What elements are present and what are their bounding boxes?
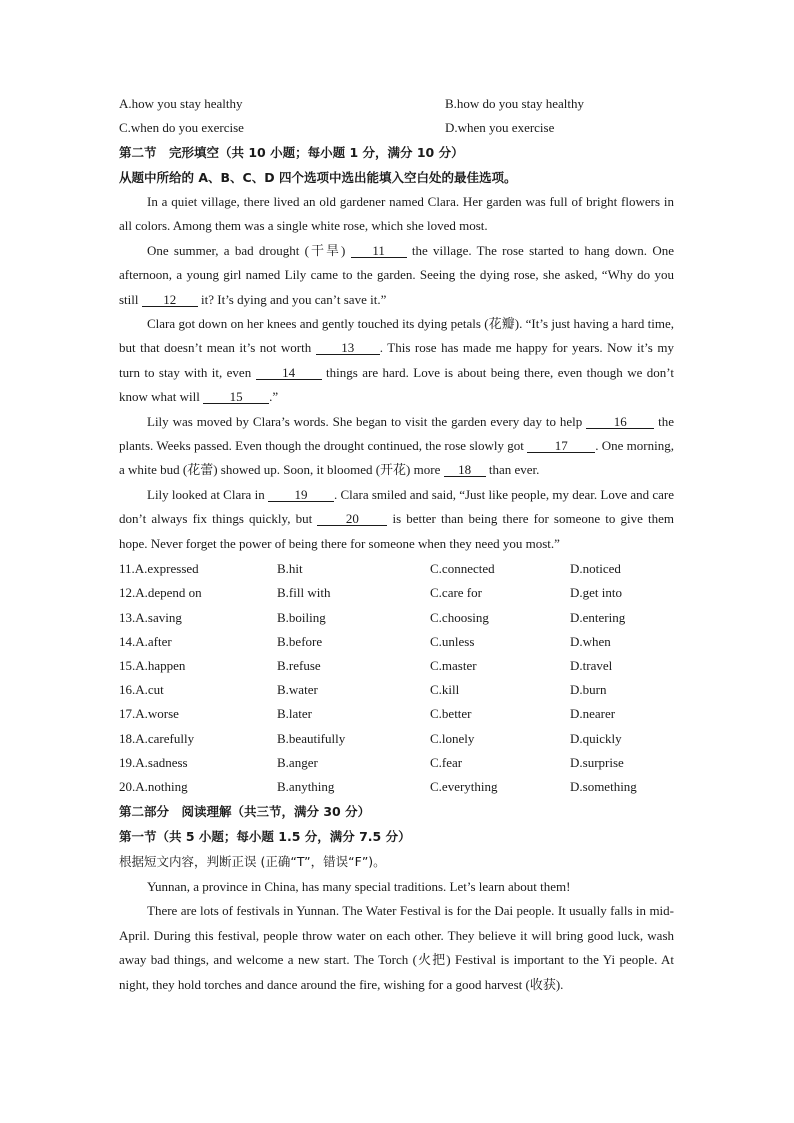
- options-row-18: [119, 726, 674, 750]
- option-c: C.fear: [430, 754, 463, 770]
- options-row-12: [119, 581, 674, 605]
- blank-16: 16: [586, 415, 654, 429]
- option-c: C.kill: [430, 682, 460, 698]
- cloze-paragraph-4: [119, 410, 674, 483]
- part2-title: 第二部分 阅读理解（共三节，满分 30 分）: [119, 803, 371, 819]
- exam-page: [119, 92, 674, 997]
- cloze-text: is better than being there for someone to give them hope. Never forget the power of being there for someone when they need you most.”: [119, 511, 674, 551]
- cloze-text: One summer, a bad drought (干旱): [147, 242, 351, 258]
- cloze-text: Lily was moved by Clara’s words. She began to visit the garden every day to help: [147, 413, 587, 429]
- option-c: C.master: [430, 657, 477, 673]
- options-row-17: [119, 702, 674, 726]
- option-c: C.care for: [430, 585, 482, 601]
- cloze-options-table: [119, 557, 674, 799]
- option-d: D.burn: [570, 682, 607, 698]
- blank-19: 19: [268, 488, 334, 502]
- options-row-14: [119, 630, 674, 654]
- option-d: D.nearer: [570, 706, 616, 722]
- part2-section1-title: 第一节（共 5 小题；每小题 1.5 分，满分 7.5 分）: [119, 828, 411, 844]
- cloze-text: In a quiet village, there lived an old gardener named Clara. Her garden was full of bright flowers in all colors. Among them was a single white rose, which she loved most.: [119, 194, 674, 234]
- cloze-paragraph-3: [119, 312, 674, 410]
- option-c: C.everything: [430, 778, 498, 794]
- option-a: 15.A.happen: [119, 657, 186, 673]
- cloze-text: the village. The rose started to hang down. One afternoon, a young girl named Lily came to the garden. Seeing the dying rose, she asked, “Why do you still: [119, 242, 674, 307]
- cloze-text: . Clara smiled and said, “Just like people, my dear. Love and care don’t always fix things quickly, but: [119, 486, 675, 527]
- prev-question-options-row-2: [119, 116, 674, 140]
- option-a: 16.A.cut: [119, 682, 164, 698]
- cloze-paragraph-1: [119, 190, 674, 239]
- blank-13: 13: [316, 341, 380, 355]
- section2-title: 第二节 完形填空（共 10 小题；每小题 1 分，满分 10 分）: [119, 145, 464, 160]
- options-row-13: [119, 605, 674, 629]
- cloze-text: the plants. Weeks passed. Even though the drought continued, the rose slowly got: [119, 413, 675, 454]
- part2-instruction: 根据短文内容，判断正误 (正确“T”，错误“F”)。: [119, 853, 386, 869]
- cloze-text: it? It’s dying and you can’t save it.”: [197, 291, 387, 307]
- options-row-20: [119, 775, 674, 799]
- option-b: B.anger: [277, 754, 318, 770]
- option-d: D.something: [570, 778, 637, 794]
- option-a: 17.A.worse: [119, 706, 179, 722]
- reading-paragraph-1: Yunnan, a province in China, has many special traditions. Let’s learn about them!: [147, 878, 571, 894]
- options-row-15: [119, 654, 674, 678]
- option-a: 14.A.after: [119, 633, 172, 649]
- option-c: C.unless: [430, 633, 475, 649]
- option-c: C.better: [430, 706, 472, 722]
- option-d: D.entering: [570, 609, 626, 625]
- option-b: B.later: [277, 706, 313, 722]
- reading-paragraph-2: There are lots of festivals in Yunnan. The Water Festival is for the Dai people. It usually falls in mid-April. During this festival, people throw water on each other. They believe it will bring good luck, wash away bad things, and welcome a new start. The Torch (火把) Festival is important to the Yi people. At night, they hold torches and dance around the fire, wishing for a good harvest (收获).: [119, 903, 674, 992]
- option-c: C.lonely: [430, 730, 475, 746]
- cloze-text: Lily looked at Clara in: [147, 486, 268, 502]
- blank-14: 14: [256, 366, 322, 380]
- option-c: C.when do you exercise: [119, 120, 244, 135]
- option-b: B.before: [277, 633, 323, 649]
- options-row-16: [119, 678, 674, 702]
- blank-18: 18: [444, 463, 486, 477]
- option-c: C.connected: [430, 561, 495, 577]
- option-a: 13.A.saving: [119, 609, 182, 625]
- cloze-text: . This rose has made me happy for years. Now it’s my turn to stay with it, even: [119, 340, 674, 380]
- blank-17: 17: [527, 439, 595, 453]
- option-a: 20.A.nothing: [119, 778, 188, 794]
- section2-instruction: 从题中所给的 A、B、C、D 四个选项中选出能填入空白处的最佳选项。: [119, 170, 517, 185]
- cloze-text: things are hard. Love is about being there, even though we don’t know what will: [119, 364, 674, 405]
- option-b: B.refuse: [277, 657, 321, 673]
- blank-12: 12: [142, 293, 198, 307]
- option-c: C.choosing: [430, 609, 489, 625]
- option-a: 12.A.depend on: [119, 585, 202, 601]
- blank-15: 15: [203, 390, 269, 404]
- option-a: 11.A.expressed: [119, 561, 199, 577]
- cloze-paragraph-5: [119, 483, 674, 556]
- option-b: B.fill with: [277, 585, 331, 601]
- blank-20: 20: [317, 512, 387, 526]
- options-row-19: [119, 751, 674, 775]
- option-d: D.quickly: [570, 730, 622, 746]
- option-a: A.how you stay healthy: [119, 96, 243, 111]
- option-b: B.hit: [277, 561, 303, 577]
- cloze-text: Clara got down on her knees and gently touched its dying petals (花瓣). “It’s just having a hard time, but that doesn’t mean it’s not worth: [119, 316, 674, 356]
- option-b: B.boiling: [277, 609, 326, 625]
- options-row-11: [119, 557, 674, 581]
- option-a: 18.A.carefully: [119, 730, 195, 746]
- option-d: D.get into: [570, 585, 622, 601]
- cloze-paragraph-2: [119, 239, 674, 312]
- blank-11: 11: [351, 244, 407, 258]
- option-a: 19.A.sadness: [119, 754, 188, 770]
- option-d: D.noticed: [570, 561, 621, 577]
- cloze-text: .”: [269, 389, 279, 405]
- option-b: B.anything: [277, 778, 335, 794]
- option-d: D.travel: [570, 657, 613, 673]
- option-b: B.water: [277, 682, 318, 698]
- cloze-text: . One morning, a white bud (花蕾) showed up. Soon, it bloomed (开花) more: [119, 438, 674, 478]
- cloze-text: than ever.: [485, 462, 540, 478]
- option-d: D.when you exercise: [445, 120, 555, 135]
- option-d: D.surprise: [570, 754, 624, 770]
- option-b: B.beautifully: [277, 730, 346, 746]
- option-b: B.how do you stay healthy: [445, 96, 585, 111]
- option-d: D.when: [570, 633, 611, 649]
- prev-question-options-row-1: [119, 92, 674, 116]
